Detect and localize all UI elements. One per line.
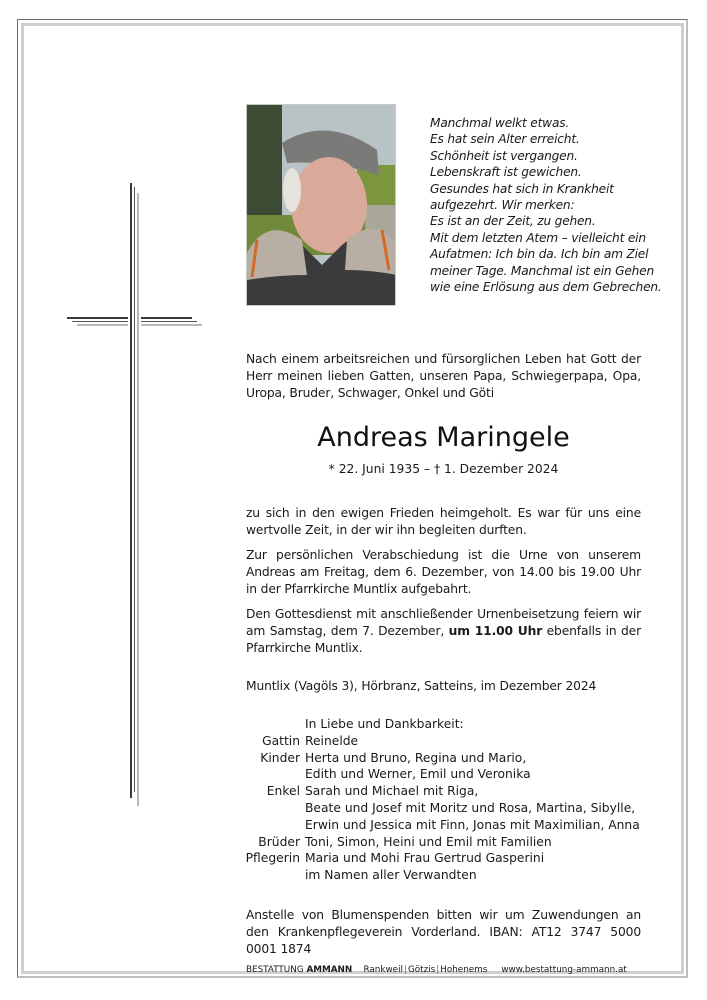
relatives-label: Pflegerin: [245, 851, 300, 866]
website-link[interactable]: www.bestattung-ammann.at: [501, 965, 627, 975]
relatives-list: [240, 716, 640, 884]
cross-bar-right-mid: [141, 321, 197, 322]
cross-bar-left-dark: [67, 317, 128, 319]
service-text-after: ebenfalls in der Pfarrkirche Muntlix.: [246, 624, 641, 656]
relatives-row-gattin: [240, 733, 640, 750]
poem-line: Manchmal welkt etwas.: [430, 116, 570, 130]
location: Rankweil: [363, 965, 403, 975]
location: Götzis: [407, 965, 436, 975]
cross-vertical-line-light: [137, 193, 139, 806]
separator: |: [403, 965, 407, 975]
relatives-heading: In Liebe und Dankbarkeit:: [305, 717, 464, 731]
deceased-name: Andreas Maringele: [317, 422, 570, 453]
relatives-row-pflegerin: [240, 850, 640, 867]
paragraph-service: [246, 606, 641, 658]
poem-line: Mit dem letzten Atem – vielleicht ein: [430, 230, 646, 245]
portrait-photo: [246, 104, 396, 306]
relatives-line: Toni, Simon, Heini und Emil mit Familien: [305, 834, 552, 849]
cross-bar-left-light: [77, 324, 128, 326]
poem-line: Es ist an der Zeit, zu gehen.: [430, 214, 596, 229]
poem-line: aufgezehrt. Wir merken:: [430, 198, 575, 213]
poem-line: Aufatmen: Ich bin da. Ich bin am Ziel: [430, 247, 649, 262]
cross-bar-right-light: [141, 324, 202, 326]
relatives-line: Erwin und Jessica mit Finn, Jonas mit Maximilian, Anna: [305, 817, 640, 832]
location: Hohenems: [440, 965, 488, 975]
paragraph-peace: zu sich in den ewigen Frieden heimgeholt. Es war für uns eine wertvolle Zeit, in der wir ihn begleiten durften.: [246, 506, 641, 538]
poem-line: Gesundes hat sich in Krankheit: [430, 181, 614, 196]
relatives-names: [305, 733, 358, 750]
relatives-names: [305, 750, 531, 784]
service-text-before: Den Gottesdienst mit anschließender Urnenbeisetzung feiern wir am Samstag, dem 7. Dezember,: [246, 607, 641, 639]
relatives-line: im Namen aller Verwandten: [305, 868, 477, 883]
poem: [430, 115, 680, 295]
poem-line: meiner Tage. Manchmal ist ein Gehen: [430, 263, 654, 278]
paragraph-farewell: Zur persönlichen Verabschiedung ist die Urne von unserem Andreas am Freitag, dem 6. Dezember, von 14.00 bis 19.00 Uhr in der Pfarrkirche Muntlix aufgebahrt.: [246, 548, 641, 597]
relatives-line: Sarah und Michael mit Riga,: [305, 784, 479, 799]
poem-line: Schönheit ist vergangen.: [430, 148, 578, 163]
relatives-names: [305, 867, 477, 884]
place-date: Muntlix (Vagöls 3), Hörbranz, Satteins, im Dezember 2024: [246, 679, 597, 693]
cross-vertical-line-dark: [130, 183, 132, 798]
relatives-names: [305, 783, 640, 833]
relatives-row-closing: [240, 867, 640, 884]
relatives-line: Herta und Bruno, Regina und Mario,: [305, 750, 527, 765]
poem-line: wie eine Erlösung aus dem Gebrechen.: [430, 280, 662, 295]
cross-bar-left-mid: [72, 321, 128, 322]
relatives-row-brueder: [240, 834, 640, 851]
relatives-line: Reinelde: [305, 733, 359, 748]
separator: |: [436, 965, 440, 975]
service-time: um 11.00 Uhr: [448, 624, 543, 639]
relatives-label: Enkel: [266, 784, 300, 799]
cross-bar-right-dark: [141, 317, 192, 319]
relatives-names: [305, 834, 552, 851]
life-dates: * 22. Juni 1935 – † 1. Dezember 2024: [328, 462, 559, 476]
company-name: AMMANN: [306, 965, 353, 975]
poem-line: Lebenskraft ist gewichen.: [430, 165, 582, 180]
relatives-line: Beate und Josef mit Moritz und Rosa, Martina, Sibylle,: [305, 800, 636, 815]
relatives-label: Gattin: [262, 733, 300, 748]
relatives-heading-row: [240, 716, 640, 733]
poem-line: Es hat sein Alter erreicht.: [430, 132, 580, 147]
intro-paragraph: Nach einem arbeitsreichen und fürsorglichen Leben hat Gott der Herr meinen lieben Gatten, unseren Papa, Schwiegerpapa, Opa, Uropa, Bruder, Schwager, Onkel und Göti: [246, 352, 641, 401]
relatives-line: Edith und Werner, Emil und Veronika: [305, 767, 531, 782]
company-prefix: BESTATTUNG: [246, 965, 304, 975]
relatives-line: Maria und Mohi Frau Gertrud Gasperini: [305, 851, 545, 866]
portrait-illustration: [247, 105, 396, 306]
relatives-names: [305, 850, 544, 867]
relatives-row-enkel: [240, 783, 640, 833]
relatives-label: Brüder: [258, 834, 300, 849]
relatives-label: Kinder: [260, 750, 300, 765]
cross-vertical-line-mid: [134, 187, 135, 792]
donation-note: Anstelle von Blumenspenden bitten wir um Zuwendungen an den Krankenpflegeverein Vorderland. IBAN: AT12 3747 5000 0001 1874: [246, 908, 641, 957]
relatives-row-kinder: [240, 750, 640, 784]
funeral-home-footer: [246, 965, 627, 975]
